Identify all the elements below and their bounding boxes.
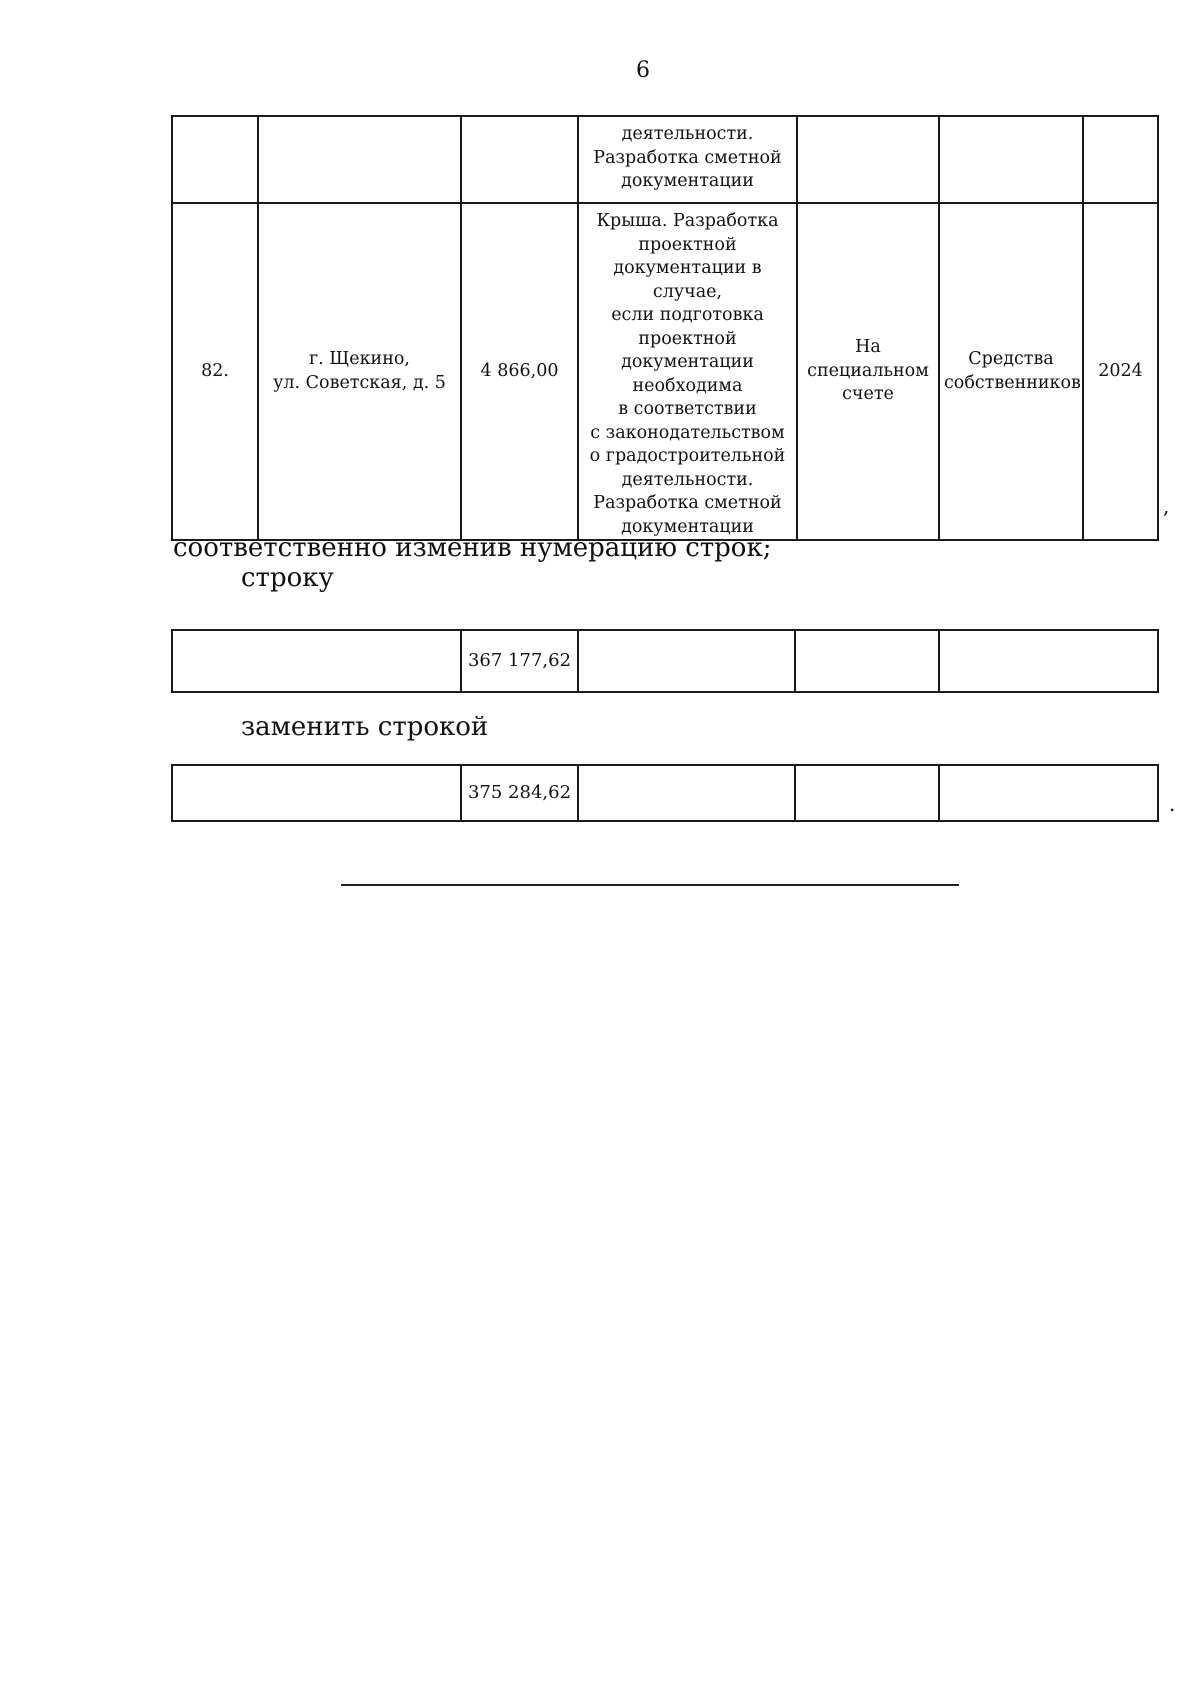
cell-total-old: 367 177,62 bbox=[461, 630, 578, 692]
work-line: документации в случае, bbox=[613, 258, 762, 302]
cell-address bbox=[258, 203, 461, 540]
work-line: с законодательством bbox=[590, 422, 785, 443]
funding-line: Средства bbox=[968, 349, 1054, 369]
work-line: проектной bbox=[638, 234, 737, 255]
work-line: Крыша. Разработка bbox=[596, 211, 779, 231]
cell-work bbox=[578, 203, 797, 540]
cell-funding bbox=[939, 203, 1083, 540]
work-line: в соответствии bbox=[618, 399, 757, 419]
old-total-row-table bbox=[171, 629, 1159, 693]
end-rule bbox=[341, 884, 959, 886]
work-line: Разработка сметной bbox=[593, 147, 782, 168]
new-total-row-table bbox=[171, 764, 1159, 822]
table-row-new bbox=[172, 765, 1158, 821]
page-number: 6 bbox=[636, 58, 650, 83]
address-line: ул. Советская, д. 5 bbox=[273, 372, 446, 393]
funding-line: собственников bbox=[944, 372, 1081, 393]
cell-address bbox=[258, 116, 461, 203]
work-line: необходима bbox=[632, 375, 743, 396]
work-line: деятельности. bbox=[621, 469, 754, 490]
cell-year: 2024 bbox=[1083, 203, 1158, 540]
text-renumber: соответственно изменив нумерацию строк; bbox=[173, 533, 772, 563]
cell-account bbox=[797, 116, 939, 203]
trailing-period: . bbox=[1169, 792, 1176, 816]
cell-year bbox=[1083, 116, 1158, 203]
cell-empty bbox=[795, 630, 939, 692]
cell-label bbox=[172, 765, 461, 821]
cell-number bbox=[172, 116, 258, 203]
account-line: На bbox=[855, 337, 881, 358]
table-row-old bbox=[172, 630, 1158, 692]
cell-empty bbox=[578, 765, 795, 821]
work-line: документации bbox=[621, 516, 754, 537]
cell-number: 82. bbox=[172, 203, 258, 540]
trailing-comma: , bbox=[1163, 494, 1170, 518]
cell-cost bbox=[461, 116, 578, 203]
work-line: проектной bbox=[638, 328, 737, 349]
work-line: Разработка сметной bbox=[593, 493, 782, 513]
work-line: документации bbox=[621, 352, 754, 372]
account-line: специальном bbox=[807, 360, 929, 381]
cell-total-new: 375 284,62 bbox=[461, 765, 578, 821]
cell-empty bbox=[939, 630, 1158, 692]
cell-empty bbox=[795, 765, 939, 821]
cell-label bbox=[172, 630, 461, 692]
cell-funding bbox=[939, 116, 1083, 203]
work-line: деятельности. bbox=[621, 124, 754, 144]
cell-empty bbox=[578, 630, 795, 692]
cell-account bbox=[797, 203, 939, 540]
text-row: строку bbox=[241, 563, 334, 593]
work-line: документации bbox=[621, 171, 754, 191]
account-line: счете bbox=[842, 384, 894, 405]
text-replace: заменить строкой bbox=[241, 712, 489, 742]
work-line: о градостроительной bbox=[589, 446, 786, 466]
table-row-82 bbox=[172, 203, 1158, 540]
cell-empty bbox=[939, 765, 1158, 821]
program-table bbox=[171, 115, 1159, 541]
address-line: г. Щекино, bbox=[309, 349, 410, 369]
cell-cost: 4 866,00 bbox=[461, 203, 578, 540]
cell-work bbox=[578, 116, 797, 203]
table-row-continuation bbox=[172, 116, 1158, 203]
work-line: если подготовка bbox=[611, 305, 764, 325]
